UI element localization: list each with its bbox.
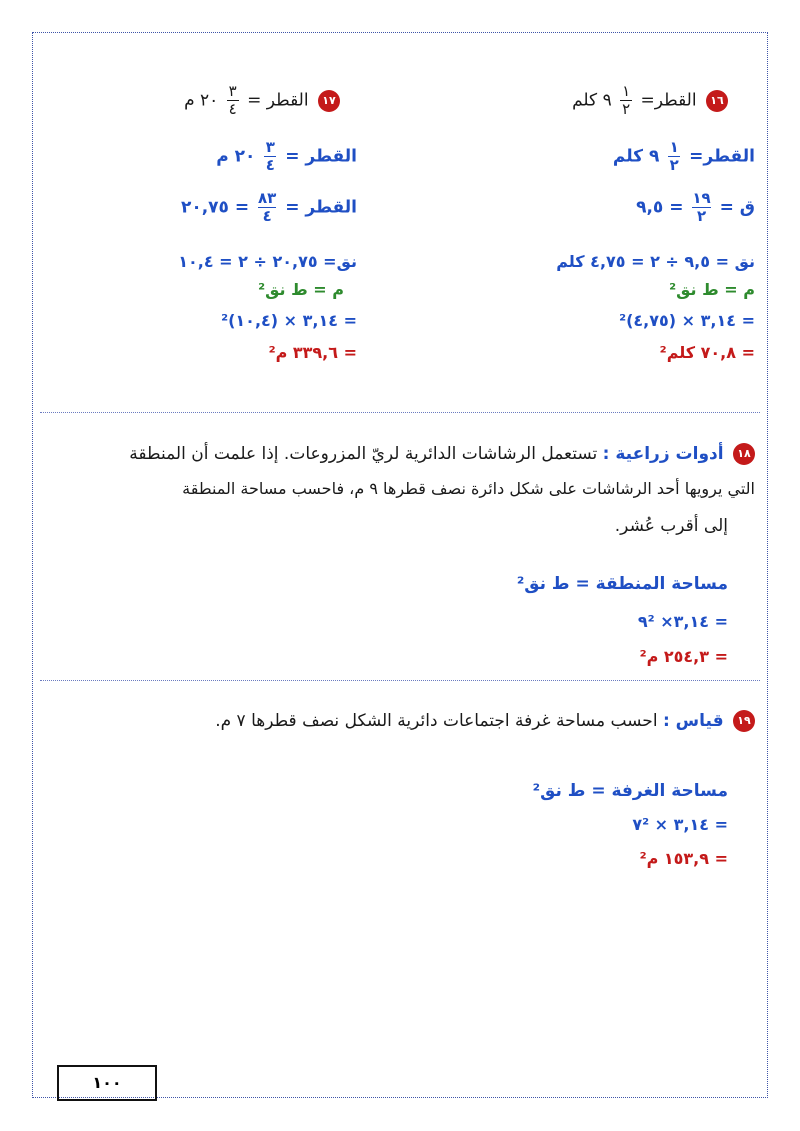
p18-solution-1: مساحة المنطقة = ط نق² <box>516 574 728 594</box>
p16-line-4: م = ط نق² <box>669 280 755 299</box>
fraction: $\frac{٣}{٤}$ <box>265 138 275 174</box>
problem-18-text-2: التي يرويها أحد الرشاشات على شكل دائرة نصف قطرها ٩ م، فاحسب مساحة المنطقة <box>182 479 755 498</box>
problem-19-title: قياس : <box>662 711 724 731</box>
p17-line-4: م = ط نق² <box>258 280 344 299</box>
section-divider <box>40 412 760 413</box>
p18-solution-2: = ٣,١٤× ٩² <box>637 612 728 631</box>
p19-solution-1: مساحة الغرفة = ط نق² <box>532 781 728 801</box>
fraction: $\frac{١٩}{٢}$ <box>692 189 711 225</box>
problem-16-badge: ١٦ <box>706 90 728 112</box>
problem-18-title: أدوات زراعية : <box>602 444 724 464</box>
fraction: $\frac{١}{٢}$ <box>669 138 679 174</box>
problem-17-badge: ١٧ <box>318 90 340 112</box>
p17-line-5: = ٣,١٤ × (١٠,٤)² <box>221 311 357 330</box>
p16-line-3: نق = ٩,٥ ÷ ٢ = ٤,٧٥ كلم <box>556 252 755 271</box>
fraction: $\frac{٨٣}{٤}$ <box>258 189 277 225</box>
p17-line-1: القطر = $\frac{٣}{٤}$ ٢٠ م <box>216 138 357 174</box>
page-number-box <box>57 1065 157 1101</box>
problem-16-statement <box>572 84 728 117</box>
p18-solution-3: = ٢٥٤,٣ م² <box>639 647 728 666</box>
problem-19-badge: ١٩ <box>733 710 755 732</box>
p17-line-2: القطر = $\frac{٨٣}{٤}$ = ٢٠,٧٥ <box>180 189 357 225</box>
problem-19-text-1: احسب مساحة غرفة اجتماعات دائرية الشكل نصف قطرها ٧ م. <box>215 711 658 731</box>
fraction: $\frac{١}{٢}$ <box>622 82 631 118</box>
fraction: $\frac{٣}{٤}$ <box>228 82 237 118</box>
p16-line-2: ق = $\frac{١٩}{٢}$ = ٩,٥ <box>636 189 755 225</box>
p19-solution-3: = ١٥٣,٩ م² <box>639 849 728 868</box>
problem-18-badge: ١٨ <box>733 443 755 465</box>
p17-line-6: = ٣٣٩,٦ م² <box>268 343 357 362</box>
p16-line-6: = ٧٠,٨ كلم² <box>659 343 755 362</box>
section-divider <box>40 680 760 681</box>
p19-solution-2: = ٣,١٤ × ٧² <box>632 815 728 834</box>
p17-line-3: نق= ٢٠,٧٥ ÷ ٢ = ١٠,٤ <box>178 252 357 271</box>
problem-18-line-1 <box>129 443 755 465</box>
problem-18-text-1: تستعمل الرشاشات الدائرية لريّ المزروعات. إذا علمت أن المنطقة <box>129 444 598 464</box>
given-suffix: ٩ كلم <box>572 90 612 111</box>
p16-line-1: القطر= $\frac{١}{٢}$ ٩ كلم <box>612 138 755 174</box>
p16-line-5: = ٣,١٤ × (٤,٧٥)² <box>619 311 755 330</box>
problem-17-statement: ١٧ القطر = $\frac{٣}{٤}$ ٢٠ م <box>184 84 340 117</box>
problem-18-text-3: إلى أقرب عُشر. <box>614 516 728 536</box>
problem-19-line-1 <box>215 710 755 732</box>
page-number: ١٠٠ <box>92 1073 122 1092</box>
given-prefix: القطر= <box>640 90 697 111</box>
